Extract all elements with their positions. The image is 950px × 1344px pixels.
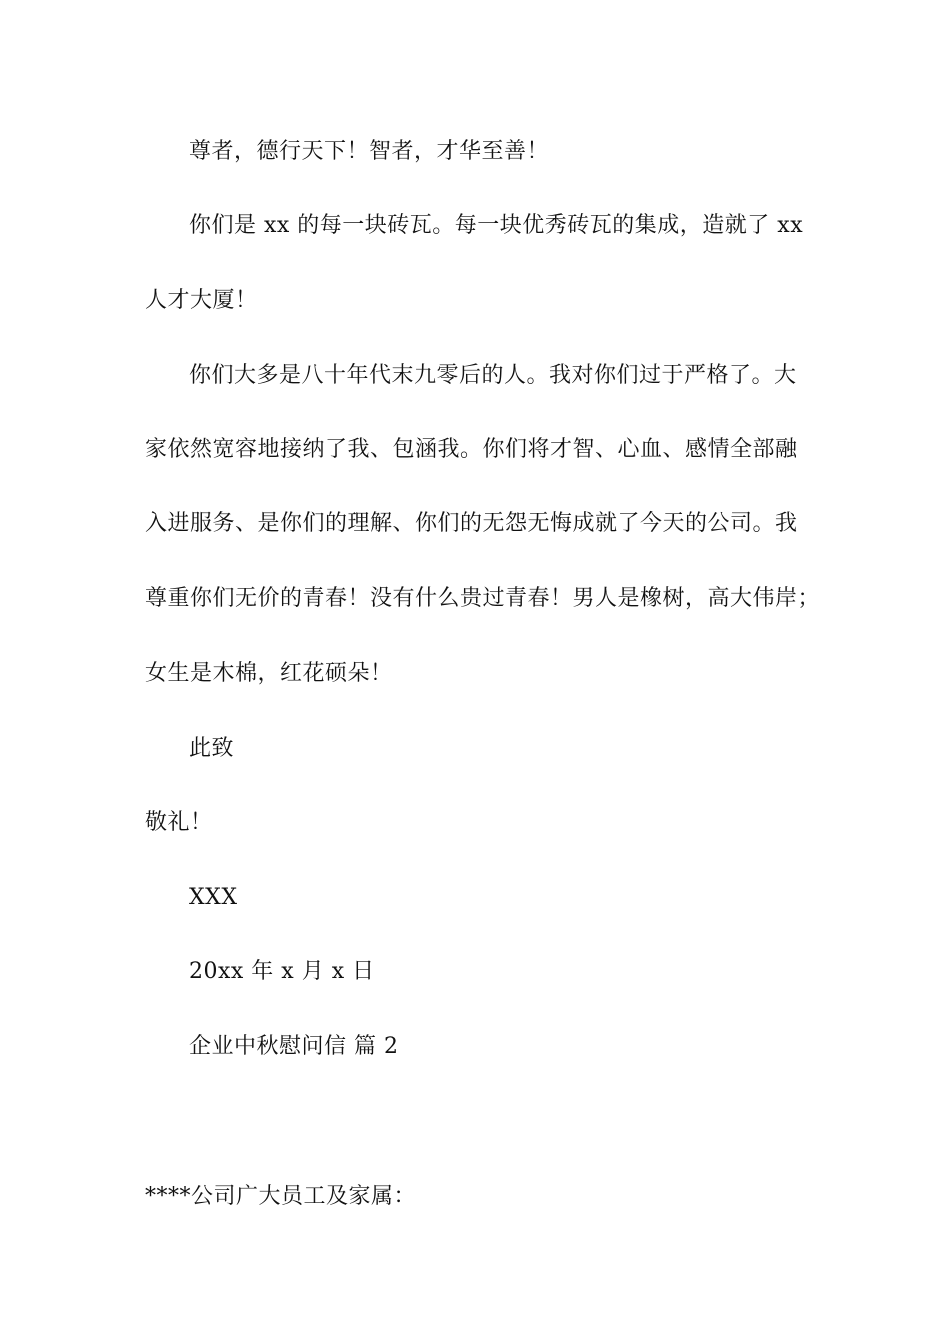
paragraph-line: 你们是 xx 的每一块砖瓦。每一块优秀砖瓦的集成，造就了 xx xyxy=(189,213,804,238)
signature-date: 20xx 年 x 月 x 日 xyxy=(189,959,375,984)
paragraph-line: 尊者，德行天下！智者，才华至善！ xyxy=(189,139,550,164)
closing-regards: 敬礼！ xyxy=(145,810,213,835)
closing-salutation: 此致 xyxy=(189,736,235,761)
signature-name: XXX xyxy=(189,885,238,910)
paragraph-line: 你们大多是八十年代末九零后的人。我对你们过于严格了。大 xyxy=(189,363,797,388)
paragraph-line: 入进服务、是你们的理解、你们的无怨无悔成就了今天的公司。我 xyxy=(145,511,798,536)
paragraph-line: 人才大厦！ xyxy=(145,288,258,313)
paragraph-line: 女生是木棉，红花硕朵！ xyxy=(145,661,393,686)
letter-recipient: ****公司广大员工及家属： xyxy=(145,1184,417,1209)
section-title: 企业中秋慰问信 篇 2 xyxy=(189,1034,399,1059)
paragraph-line: 尊重你们无价的青春！没有什么贵过青春！男人是橡树，高大伟岸； xyxy=(145,586,821,611)
paragraph-line: 家依然宽容地接纳了我、包涵我。你们将才智、心血、感情全部融 xyxy=(145,437,798,462)
